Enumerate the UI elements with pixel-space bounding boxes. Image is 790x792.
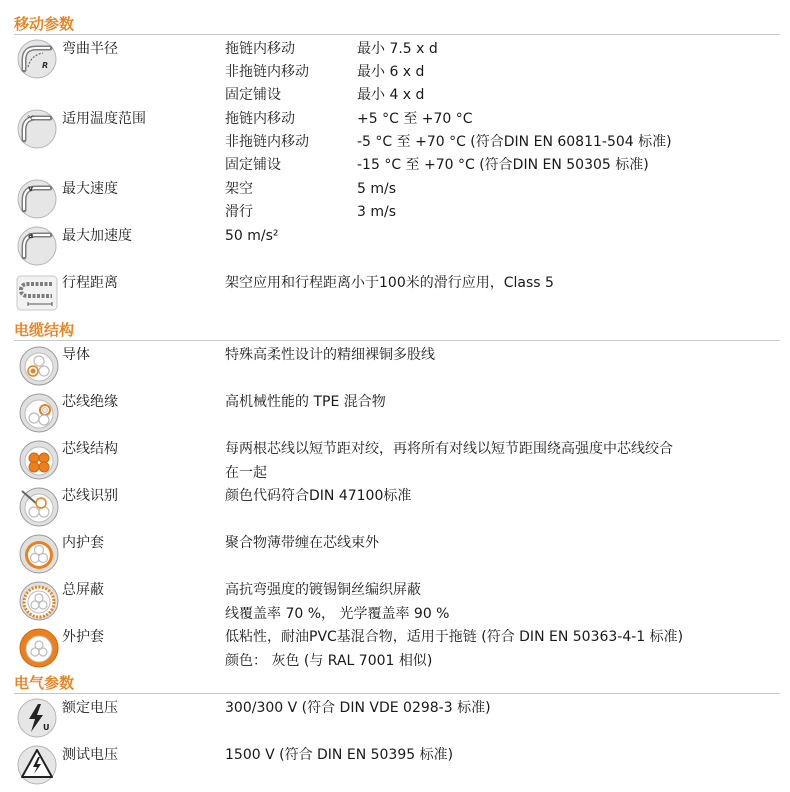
section-title-structure: 电缆结构 — [14, 320, 780, 341]
shield-line-1: 高抗弯强度的镀锡铜丝编织屏蔽 — [225, 582, 421, 598]
test-voltage-label: 测试电压 — [62, 747, 118, 763]
travel-distance-icon — [14, 272, 60, 314]
shield-line-2: 线覆盖率 70 %， 光学覆盖率 90 % — [225, 605, 450, 622]
temperature-key-1: 拖链内移动 — [225, 111, 295, 127]
temperature-icon — [14, 108, 60, 150]
bend-radius-value-2: 最小 6 x d — [357, 64, 425, 80]
core-insulation-label: 芯线绝缘 — [62, 394, 118, 410]
travel-distance-value: 架空应用和行程距离小于100米的滑行应用，Class 5 — [225, 275, 554, 291]
svg-text:R: R — [42, 61, 49, 70]
outer-jacket-line-1: 低粘性，耐油PVC基混合物，适用于拖链 (符合 DIN EN 50363-4-1 标准) — [225, 629, 684, 645]
inner-jacket-value: 聚合物薄带缠在芯线束外 — [225, 535, 379, 551]
max-speed-value-1: 5 m/s — [357, 181, 397, 197]
core-structure-line-1: 每两根芯线以短节距对绞，再将所有对线以短节距围绕高强度中芯线绞合 — [225, 441, 673, 457]
outer-jacket-line-2: 颜色： 灰色 (与 RAL 7001 相似) — [225, 652, 433, 669]
bend-radius-key-2: 非拖链内移动 — [225, 64, 309, 80]
max-speed-key-2: 滑行 — [225, 204, 253, 220]
outer-jacket-icon — [14, 626, 60, 668]
temperature-label: 适用温度范围 — [62, 111, 146, 127]
inner-jacket-label: 内护套 — [62, 535, 104, 551]
bend-radius-value-3: 最小 4 x d — [357, 87, 425, 103]
svg-text:v: v — [28, 184, 34, 193]
temperature-value-3: -15 °C 至 +70 °C (符合DIN EN 50305 标准) — [357, 157, 649, 173]
core-structure-icon — [14, 438, 60, 480]
temperature-key-2: 非拖链内移动 — [225, 134, 309, 150]
max-acceleration-label: 最大加速度 — [62, 228, 132, 244]
bend-radius-value-1: 最小 7.5 x d — [357, 41, 438, 57]
bend-radius-key-1: 拖链内移动 — [225, 41, 295, 57]
rated-voltage-icon — [14, 697, 60, 739]
shield-icon — [14, 579, 60, 621]
conductor-icon — [14, 344, 60, 386]
outer-jacket-label: 外护套 — [62, 629, 104, 645]
svg-text:U: U — [43, 723, 50, 732]
max-speed-value-2: 3 m/s — [357, 204, 397, 220]
shield-label: 总屏蔽 — [62, 582, 104, 598]
test-voltage-value: 1500 V (符合 DIN EN 50395 标准) — [225, 747, 454, 763]
test-voltage-icon — [14, 744, 60, 786]
core-identification-icon — [14, 485, 60, 527]
section-title-electrical: 电气参数 — [14, 673, 780, 694]
bend-radius-icon — [14, 38, 60, 80]
max-acceleration-value: 50 m/s² — [225, 228, 279, 244]
bend-radius-label: 弯曲半径 — [62, 41, 118, 57]
bend-radius-key-3: 固定铺设 — [225, 87, 281, 103]
core-identification-label: 芯线识别 — [62, 488, 118, 504]
svg-text:°C: °C — [27, 114, 35, 122]
shield-value — [225, 579, 770, 626]
inner-jacket-icon — [14, 532, 60, 574]
core-identification-value: 颜色代码符合DIN 47100标准 — [225, 488, 412, 504]
acceleration-icon — [14, 225, 60, 267]
conductor-value: 特殊高柔性设计的精细裸铜多股线 — [225, 347, 435, 363]
max-speed-label: 最大速度 — [62, 181, 118, 197]
temperature-value-1: +5 °C 至 +70 °C — [357, 111, 473, 127]
speed-icon — [14, 178, 60, 220]
conductor-label: 导体 — [62, 347, 90, 363]
svg-text:a: a — [28, 231, 34, 240]
temperature-key-3: 固定铺设 — [225, 157, 281, 173]
core-structure-label: 芯线结构 — [62, 441, 118, 457]
max-speed-key-1: 架空 — [225, 181, 253, 197]
core-insulation-icon — [14, 391, 60, 433]
core-insulation-value: 高机械性能的 TPE 混合物 — [225, 394, 386, 410]
rated-voltage-label: 额定电压 — [62, 700, 118, 716]
temperature-value-2: -5 °C 至 +70 °C (符合DIN EN 60811-504 标准) — [357, 134, 672, 150]
rated-voltage-value: 300/300 V (符合 DIN VDE 0298-3 标准) — [225, 700, 491, 716]
section-title-movement: 移动参数 — [14, 14, 780, 35]
core-structure-line-2: 在一起 — [225, 464, 267, 481]
outer-jacket-value — [225, 626, 770, 673]
travel-distance-label: 行程距离 — [62, 275, 118, 291]
core-structure-value — [225, 438, 770, 485]
